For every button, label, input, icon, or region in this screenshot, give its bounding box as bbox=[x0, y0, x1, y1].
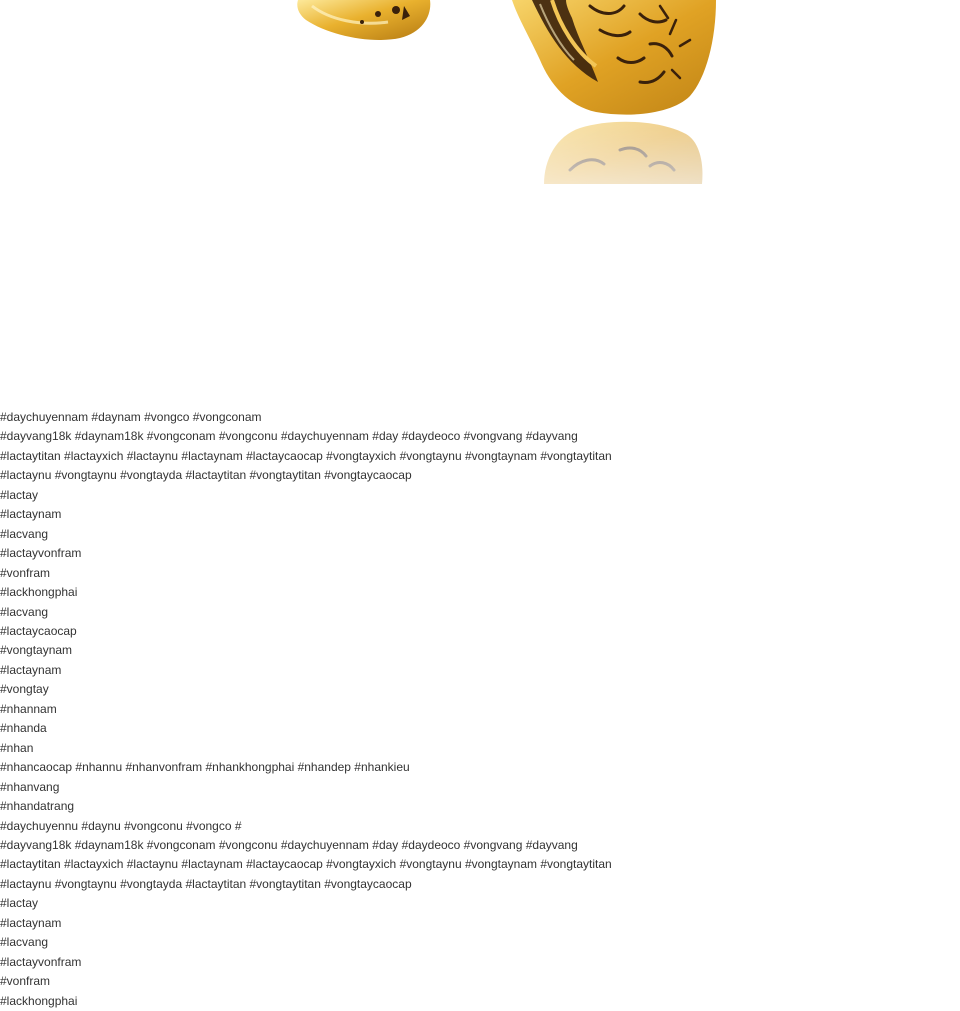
hashtag-line: #nhannam bbox=[0, 701, 57, 716]
hashtag-line: #lactaytitan #lactayxich #lactaynu #lactaynam #lactaycaocap #vongtayxich #vongtaynu #vongtaynam #vongtaytitan bbox=[0, 857, 612, 872]
hashtag-line: #daychuyennu #daynu #vongconu #vongco # bbox=[0, 818, 242, 833]
hashtag-line: #vongtaynam bbox=[0, 643, 73, 658]
hashtag-line: #nhancaocap #nhannu #nhanvonfram #nhankhongphai #nhandep #nhankieu bbox=[0, 760, 410, 775]
hashtag-line: #nhanvang bbox=[0, 779, 60, 794]
hashtag-line: #lactaynam bbox=[0, 915, 62, 930]
hashtag-line: #lactaynam bbox=[0, 507, 62, 522]
hashtag-line: #lactaynu #vongtaynu #vongtayda #lactaytitan #vongtaytitan #vongtaycaocap bbox=[0, 468, 412, 483]
hashtag-line: #lactay bbox=[0, 896, 39, 911]
gold-ring-icon bbox=[0, 0, 960, 184]
hashtag-line: #lacvang bbox=[0, 604, 49, 619]
hashtag-line: #nhandatrang bbox=[0, 799, 75, 814]
hashtag-line: #lacvang bbox=[0, 526, 49, 541]
hashtag-list bbox=[0, 408, 960, 1011]
hashtag-line: #lactay bbox=[0, 487, 39, 502]
hashtag-line: #vongtay bbox=[0, 682, 49, 697]
ring-left-band bbox=[297, 0, 430, 40]
hashtag-line: #daychuyennam #daynam #vongco #vongconam bbox=[0, 410, 262, 424]
hashtag-line: #vonfram bbox=[0, 565, 51, 580]
hashtag-line: #lactayvonfram bbox=[0, 954, 82, 969]
hashtag-line: #nhan bbox=[0, 740, 34, 755]
hashtag-line: #lacvang bbox=[0, 935, 49, 950]
hashtag-line: #lactayvonfram bbox=[0, 546, 82, 561]
hashtag-line: #lactaycaocap bbox=[0, 623, 77, 638]
hashtag-line: #lactaynam bbox=[0, 662, 62, 677]
hashtag-line: #dayvang18k #daynam18k #vongconam #vongconu #daychuyennam #day #daydeoco #vongvang #dayvang bbox=[0, 429, 578, 444]
hashtag-line: #lackhongphai bbox=[0, 585, 78, 600]
hashtag-line: #vonfram bbox=[0, 974, 51, 989]
hashtag-line: #lackhongphai bbox=[0, 993, 78, 1008]
hashtag-line: #nhanda bbox=[0, 721, 47, 736]
hashtag-line: #lactaytitan #lactayxich #lactaynu #lactaynam #lactaycaocap #vongtayxich #vongtaynu #vongtaynam #vongtaytitan bbox=[0, 448, 612, 463]
hashtag-line: #lactaynu #vongtaynu #vongtayda #lactaytitan #vongtaytitan #vongtaycaocap bbox=[0, 876, 412, 891]
product-image bbox=[0, 0, 960, 184]
hashtag-line: #dayvang18k #daynam18k #vongconam #vongconu #daychuyennam #day #daydeoco #vongvang #dayvang bbox=[0, 837, 578, 852]
